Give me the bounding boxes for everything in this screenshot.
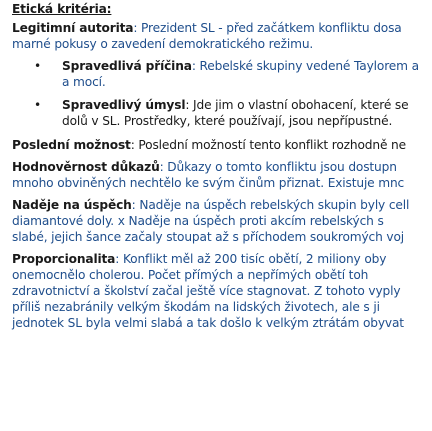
term-just-cause: Spravedlivá příčina xyxy=(62,59,192,73)
paragraph-legitimate-authority xyxy=(12,20,402,36)
term-legitimate-authority: Legitimní autorita xyxy=(12,21,134,35)
paragraph-proportionality xyxy=(12,251,386,267)
text-last-resort: : Poslední možností tento konflikt rozhodně ne xyxy=(130,138,406,152)
text-proportionality-2: onemocnělo cholerou. Počet přímých a nepřímých obětí toh xyxy=(12,268,369,282)
bullet-item-just-cause xyxy=(62,58,419,74)
text-evidence-2: mnoho obviněných nechtělo ke svým činům přiznat. Existuje mnc xyxy=(12,176,405,190)
bullet-item-right-intention xyxy=(62,97,408,113)
text-right-intention-1: : Jde jim o vlastní obohacení, které se xyxy=(185,98,409,112)
text-legitimate-authority-1: : Prezident SL - před začátkem konfliktu dosa xyxy=(133,21,402,35)
paragraph-evidence xyxy=(12,159,397,175)
paragraph-last-resort xyxy=(12,137,406,153)
text-proportionality-3: zdravotnictví a školství začal ještě více stagnovat. Z tohoto vyply xyxy=(12,284,401,298)
text-just-cause-1: : Rebelské skupiny vedené Taylorem a xyxy=(191,59,419,73)
text-hope-2: diamantové doly. x Naděje na úspěch proti akcím rebelských s xyxy=(12,214,384,228)
text-hope-1: : Naděje na úspěch rebelských skupin byly cell xyxy=(131,198,410,212)
term-right-intention: Spravedlivý úmysl xyxy=(62,98,186,112)
term-evidence: Hodnověrnost důkazů xyxy=(12,160,160,174)
bullet-icon: • xyxy=(34,59,42,73)
text-legitimate-authority-2: marné pokusy o zavedení demokratického režimu. xyxy=(12,37,314,51)
term-last-resort: Poslední možnost xyxy=(12,138,131,152)
text-evidence-1: : Důkazy o tomto konfliktu jsou dostupn xyxy=(159,160,397,174)
text-proportionality-1: : Konflikt měl až 200 tisíc obětí, 2 miliony oby xyxy=(115,252,387,266)
paragraph-hope-of-success xyxy=(12,197,409,213)
text-right-intention-2: dolů v SL. Prostředky, které používají, jsou nepřípustné. xyxy=(62,114,393,128)
text-hope-3: slabé, jejich šance začaly stoupat až s příchodem soukromých voj xyxy=(12,230,405,244)
section-heading: Etická kritéria: xyxy=(12,2,112,16)
text-proportionality-5: jednotek SL byla velmi slabá a tak došlo k velkým ztrátám obyvat xyxy=(12,316,404,330)
text-proportionality-4: příliš nezabránily velkým škodám na lidských životech, ale s ji xyxy=(12,300,380,314)
text-just-cause-2: a mocí. xyxy=(62,75,106,89)
term-proportionality: Proporcionalita xyxy=(12,252,116,266)
bullet-icon: • xyxy=(34,98,42,112)
term-hope-of-success: Naděje na úspěch xyxy=(12,198,132,212)
